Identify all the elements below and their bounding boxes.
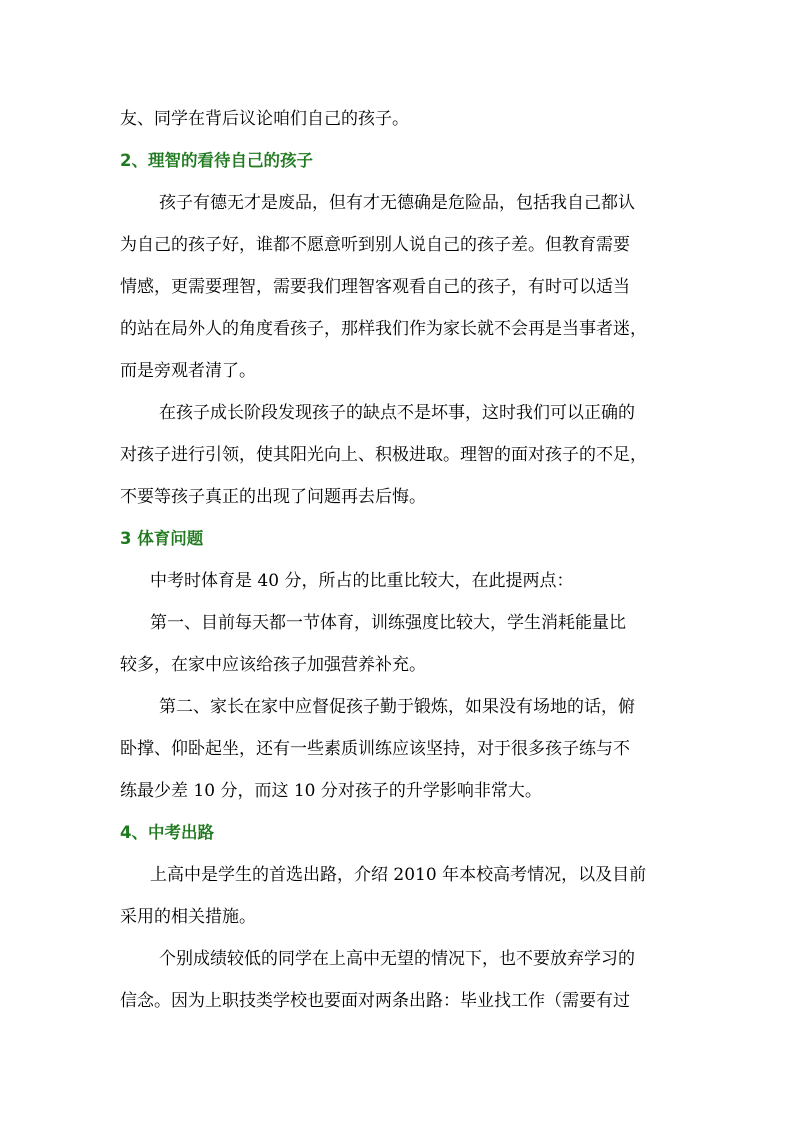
paragraph-line: 孩子有德无才是废品，但有才无德确是危险品，包括我自己都认 <box>159 193 635 213</box>
paragraph-line: 在孩子成长阶段发现孩子的缺点不是坏事，这时我们可以正确的 <box>159 403 635 423</box>
paragraph-line: 信念。因为上职技类学校也要面对两条出路：毕业找工作（需要有过 <box>120 991 630 1011</box>
paragraph-line: 第二、家长在家中应督促孩子勤于锻炼，如果没有场地的话，俯 <box>159 697 635 717</box>
paragraph-line: 而是旁观者清了。 <box>120 361 256 381</box>
section-heading-3: 3 体育问题 <box>120 529 204 548</box>
paragraph-line: 中考时体育是 40 分，所占的比重比较大，在此提两点： <box>150 571 574 591</box>
paragraph-line: 较多，在家中应该给孩子加强营养补充。 <box>120 655 426 675</box>
section-heading-4: 4、中考出路 <box>120 823 214 842</box>
paragraph-line: 个别成绩较低的同学在上高中无望的情况下，也不要放弃学习的 <box>159 949 635 969</box>
paragraph-line: 第一、目前每天都一节体育，训练强度比较大，学生消耗能量比 <box>150 613 626 633</box>
paragraph-line: 对孩子进行引领，使其阳光向上、积极进取。理智的面对孩子的不足， <box>120 445 647 465</box>
paragraph-line: 练最少差 10 分，而这 10 分对孩子的升学影响非常大。 <box>120 781 542 801</box>
paragraph-line: 上高中是学生的首选出路，介绍 2010 年本校高考情况，以及目前 <box>150 865 647 885</box>
paragraph-line: 友、同学在背后议论咱们自己的孩子。 <box>120 109 409 129</box>
paragraph-line: 采用的相关措施。 <box>120 907 256 927</box>
paragraph-line: 的站在局外人的角度看孩子，那样我们作为家长就不会再是当事者迷， <box>120 319 647 339</box>
paragraph-line: 为自己的孩子好，谁都不愿意听到别人说自己的孩子差。但教育需要 <box>120 235 630 255</box>
section-heading-2: 2、理智的看待自己的孩子 <box>120 151 313 170</box>
paragraph-line: 不要等孩子真正的出现了问题再去后悔。 <box>120 487 426 507</box>
paragraph-line: 情感，更需要理智，需要我们理智客观看自己的孩子，有时可以适当 <box>120 277 630 297</box>
paragraph-line: 卧撑、仰卧起坐，还有一些素质训练应该坚持，对于很多孩子练与不 <box>120 739 630 759</box>
